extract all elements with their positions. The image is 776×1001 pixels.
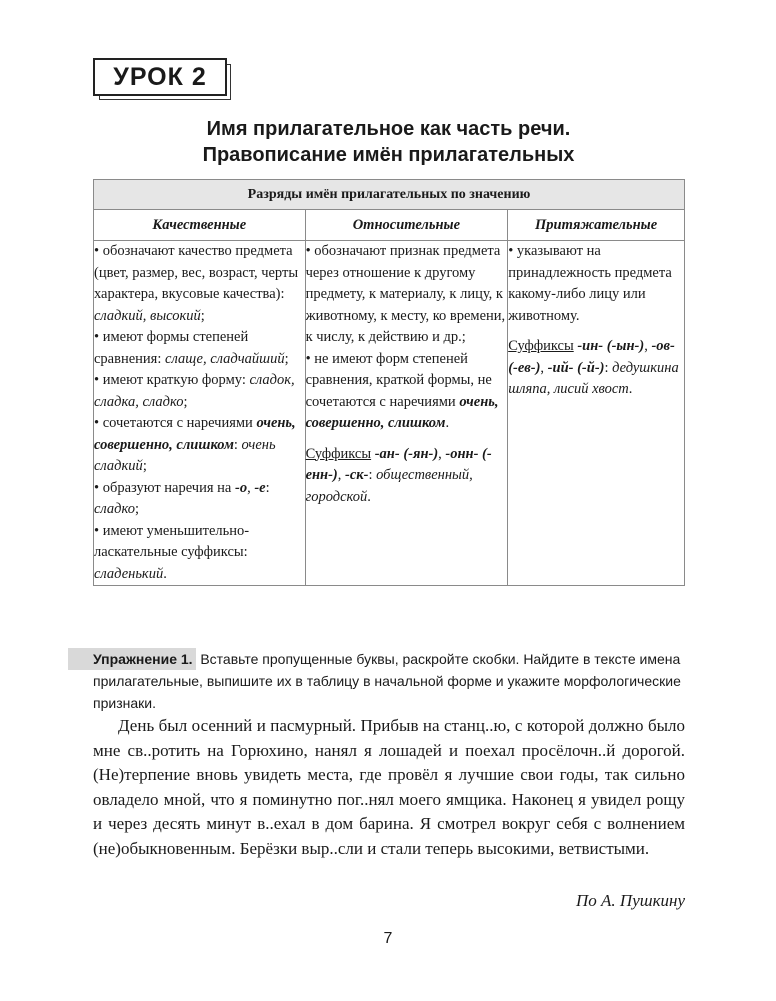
pos-example: дедушкина шляпа, лисий хвост	[508, 359, 679, 397]
q-point-4: • сочетаются с наречиями	[94, 415, 253, 431]
q-point-3: • имеют краткую форму:	[94, 372, 246, 388]
rel-example: общественный, городской	[305, 467, 473, 505]
cell-possessive: • указывают на принадлежность предмета какому-либо лицу или животному. Суффиксы -ин- (-ын-), -ов- (-ев-), -ий- (-й-): дедушкина шляпа, лисий хвост.	[508, 241, 685, 586]
title-line-1: Имя прилагательное как часть речи.	[206, 118, 571, 140]
q-example-3: сладок, сладка, сладко	[94, 372, 295, 410]
rel-suffix-yan: (-ян-)	[403, 445, 439, 462]
column-header-relative: Относительные	[305, 210, 508, 241]
rel-suffix-onn: -онн-	[445, 445, 479, 462]
q-example-5: сладко	[94, 501, 136, 517]
table-caption: Разряды имён прилагательных по значению	[94, 180, 685, 210]
rel-suffix-enn: (-енн-)	[305, 445, 492, 483]
q-point-5: • образуют наречия на	[94, 479, 232, 496]
pos-suffix-in: -ин-	[577, 338, 604, 354]
q-example-4: очень сладкий	[94, 436, 276, 474]
exercise-passage	[93, 714, 685, 862]
pos-point-1: • указывают на принадлежность предмета какому-либо лицу или животному.	[508, 243, 672, 324]
pos-suffix-yn: (-ын-)	[606, 338, 645, 354]
page-number: 7	[383, 930, 393, 947]
rel-point-1: • обозначают признак предмета через отношение к другому предмету, к материалу, к лицу, к животному, к месту, ко времени, к числу, к действию и др.;	[305, 243, 506, 345]
lesson-badge	[93, 58, 231, 98]
pos-suffix-ov: -ов-	[651, 338, 675, 354]
adjective-categories-table	[93, 179, 685, 586]
q-point-2: • имеют формы степеней сравнения:	[94, 329, 249, 367]
q-example-1: сладкий, высокий	[94, 307, 201, 324]
q-point-6: • имеют уменьшительно-ласкательные суффиксы:	[94, 522, 250, 560]
pos-suffix-ev: (-ев-)	[508, 359, 541, 376]
passage-text: День был осенний и пасмурный. Прибыв на станц..ю, с которой должно было мне св..ротить на Горюхино, нанял я лошадей и поехал просёлочн..й дорогой. (Не)терпение вновь увидеть места, где провёл я лучшие свои годы, так сильно овладело мной, что я поминутно пог..нял моего ямщика. Наконец я увидел рощу и через десять минут в..ехал в дом барина. Я смотрел вокруг себя с волнением (не)обыкновенным. Берёзки выр..сли и стали теперь высокими, ветвистыми.	[93, 716, 685, 858]
title-line-2: Правописание имён прилагательных	[202, 144, 575, 166]
q-adverbs: очень, совершенно, слишком	[94, 415, 296, 453]
rel-suffix-label: Суффиксы	[305, 445, 372, 462]
exercise-instruction: Вставьте пропущенные буквы, раскройте скобки. Найдите в тексте имена прилагательные, выпишите их в таблицу в начальной форме и укажите морфологические признаки.	[93, 651, 681, 711]
rel-suffix-sk: -ск-	[345, 467, 369, 483]
cell-qualitative: • обозначают качество предмета (цвет, размер, вес, возраст, черты характера, вкусовые качества): сладкий, высокий; • имеют формы степеней сравнения: слаще, сладчайший; • имеют краткую форму: сладок, сладка, сладко; • сочетаются с наречиями очень, совершенно, слишком: очень сладкий; • образуют наречия на -о, -е: сладко; • имеют уменьшительно-ласкательные суффиксы: сладенький.	[94, 241, 306, 586]
pos-suffix-y: (-й-)	[577, 359, 605, 376]
column-header-possessive: Притяжательные	[508, 210, 685, 241]
rel-adverbs: очень, совершенно, слишком	[305, 393, 499, 431]
column-header-qualitative: Качественные	[94, 210, 306, 241]
rel-suffix-an: -ан-	[374, 445, 400, 462]
passage-author: По А. Пушкину	[576, 891, 685, 910]
q-suffix-o: -о	[234, 479, 248, 496]
q-suffix-e: -е	[254, 479, 266, 496]
page-title	[93, 116, 684, 168]
q-example-2: слаще, сладчайший	[165, 350, 285, 367]
pos-suffix-iy: -ий-	[547, 359, 574, 376]
exercise-label: Упражнение 1.	[93, 651, 193, 667]
q-point-1: • обозначают качество предмета (цвет, размер, вес, возраст, черты характера, вкусовые качества):	[94, 243, 299, 302]
lesson-label: УРОК 2	[93, 58, 227, 96]
exercise-instruction-block	[93, 648, 688, 714]
q-example-6: сладенький	[94, 565, 164, 582]
rel-point-2: • не имеют форм степеней сравнения, краткой формы, не сочетаются с наречиями	[305, 350, 492, 410]
pos-suffix-label: Суффиксы	[508, 338, 574, 354]
cell-relative: • обозначают признак предмета через отношение к другому предмету, к материалу, к лицу, к животному, к месту, ко времени, к числу, к действию и др.; • не имеют форм степеней сравнения, краткой формы, не сочетаются с наречиями очень, совершенно, слишком. Суффиксы -ан- (-ян-), -онн- (-енн-), -ск-: общественный, городской.	[305, 241, 508, 586]
